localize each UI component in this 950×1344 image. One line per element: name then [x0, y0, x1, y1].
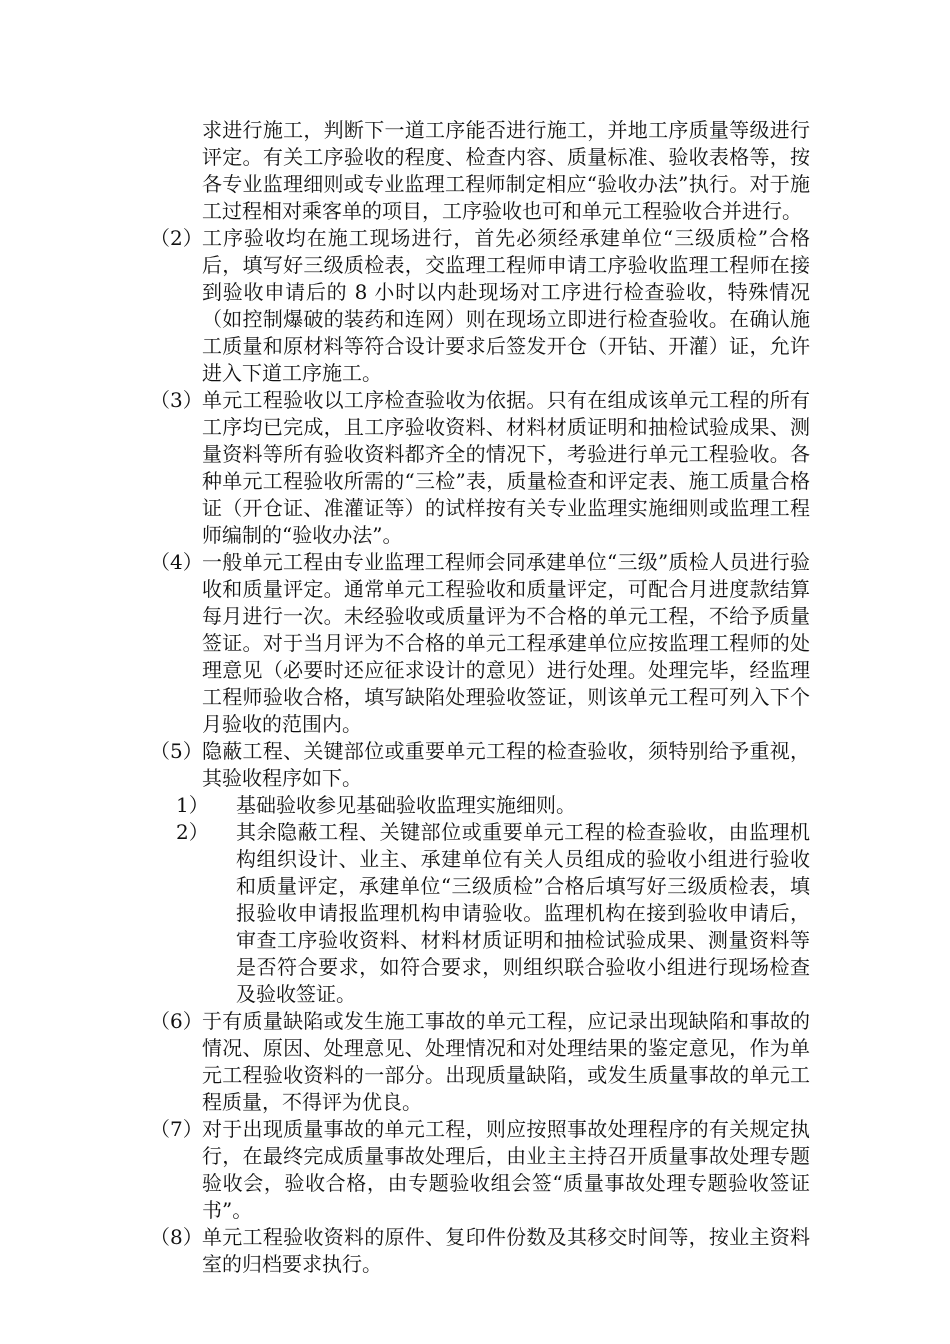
sub-item-text: 基础验收参见基础验收监理实施细则。 — [236, 793, 576, 817]
item-number: （3） — [150, 388, 203, 412]
sub-item-number: 2） — [176, 820, 209, 844]
list-item-2 — [150, 225, 810, 387]
list-item-7 — [150, 1116, 810, 1224]
item-number: （8） — [150, 1225, 203, 1249]
sub-item-1 — [150, 792, 810, 819]
list-item-5 — [150, 738, 810, 792]
item-text: 单元工程验收以工序检查验收为依据。只有在组成该单元工程的所有工序均已完成，且工序验收资料、材料材质证明和抽检试验成果、测量资料等所有验收资料都齐全的情况下，考验进行单元工程验收。各种单元工程验收所需的“三检”表，质量检查和评定表、施工质量合格证（开仓证、准灌证等）的试样按有关专业监理实施细则或监理工程师编制的“验收办法”。 — [202, 388, 810, 547]
list-item-3 — [150, 387, 810, 549]
item-number: （7） — [150, 1117, 203, 1141]
sub-item-number: 1） — [176, 793, 209, 817]
item-text: 隐蔽工程、关键部位或重要单元工程的检查验收，须特别给予重视，其验收程序如下。 — [202, 739, 810, 790]
item-text: 对于出现质量事故的单元工程，则应按照事故处理程序的有关规定执行，在最终完成质量事故处理后，由业主主持召开质量事故处理专题验收会，验收合格，由专题验收组会签“质量事故处理专题验收签证书”。 — [202, 1117, 810, 1222]
item-number: （2） — [150, 226, 203, 250]
continuation-paragraph: 求进行施工，判断下一道工序能否进行施工，并地工序质量等级进行评定。有关工序验收的程度、检查内容、质量标准、验收表格等，按各专业监理细则或专业监理工程师制定相应“验收办法”执行。对于施工过程相对乘客单的项目，工序验收也可和单元工程验收合并进行。 — [202, 118, 810, 223]
item-number: （5） — [150, 739, 203, 763]
list-item-4 — [150, 549, 810, 738]
item-number: （4） — [150, 550, 203, 574]
list-item-6 — [150, 1008, 810, 1116]
sub-item-text: 其余隐蔽工程、关键部位或重要单元工程的检查验收，由监理机构组织设计、业主、承建单位有关人员组成的验收小组进行验收和质量评定，承建单位“三级质检”合格后填写好三级质检表，填报验收申请报监理机构申请验收。监理机构在接到验收申请后，审查工序验收资料、材料材质证明和抽检试验成果、测量资料等是否符合要求，如符合要求，则组织联合验收小组进行现场检查及验收签证。 — [236, 820, 810, 1006]
item-text: 于有质量缺陷或发生施工事故的单元工程，应记录出现缺陷和事故的情况、原因、处理意见、处理情况和对处理结果的鉴定意见，作为单元工程验收资料的一部分。出现质量缺陷，或发生质量事故的单元工程质量，不得评为优良。 — [202, 1009, 810, 1114]
sub-item-2 — [150, 819, 810, 1008]
item-number: （6） — [150, 1009, 203, 1033]
list-item-8 — [150, 1224, 810, 1278]
item-text: 单元工程验收资料的原件、复印件份数及其移交时间等，按业主资料室的归档要求执行。 — [202, 1225, 810, 1276]
item-text: 工序验收均在施工现场进行，首先必须经承建单位“三级质检”合格后，填写好三级质检表，交监理工程师申请工序验收监理工程师在接到验收申请后的 8 小时以内赴现场对工序进行检查验收，特殊情况（如控制爆破的装药和连网）则在现场立即进行检查验收。在确认施工质量和原材料等符合设计要求后签发开仓（开钻、开灌）证，允许进入下道工序施工。 — [202, 226, 810, 385]
document-body — [150, 117, 810, 1278]
item-text: 一般单元工程由专业监理工程师会同承建单位“三级”质检人员进行验收和质量评定。通常单元工程验收和质量评定，可配合月进度款结算每月进行一次。未经验收或质量评为不合格的单元工程，不给予质量签证。对于当月评为不合格的单元工程承建单位应按监理工程师的处理意见（必要时还应征求设计的意见）进行处理。处理完毕，经监理工程师验收合格，填写缺陷处理验收签证，则该单元工程可列入下个月验收的范围内。 — [202, 550, 810, 736]
